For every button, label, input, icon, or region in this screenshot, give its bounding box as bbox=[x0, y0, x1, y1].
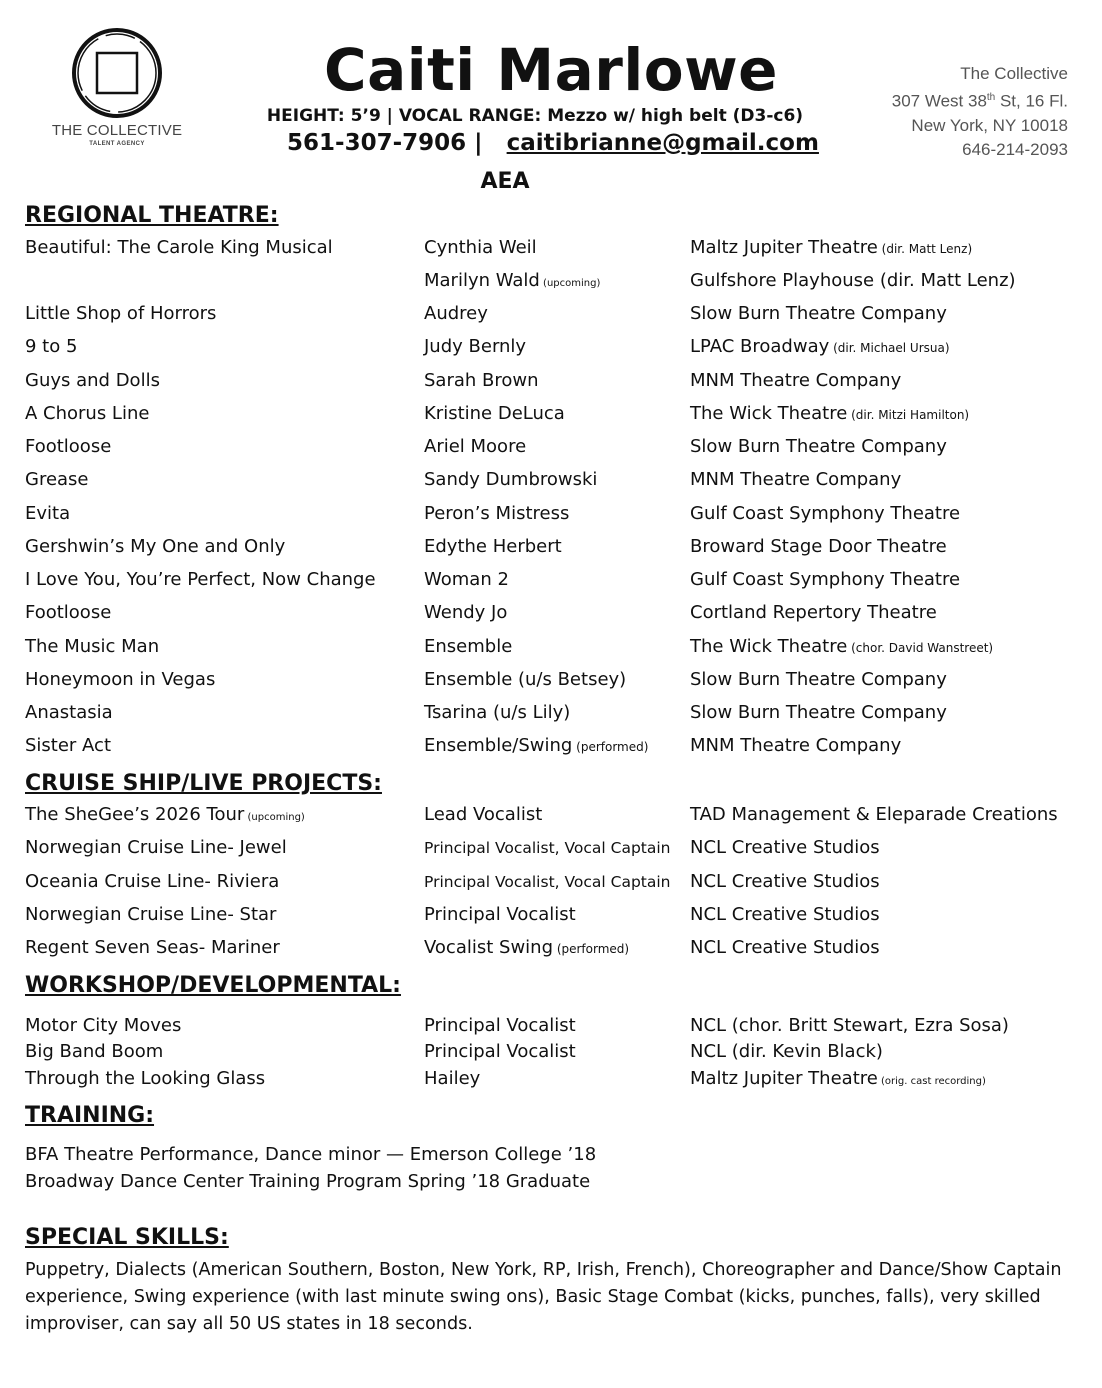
agency-name: The Collective bbox=[960, 64, 1068, 83]
list-item: BFA Theatre Performance, Dance minor — Emerson College ’18 bbox=[25, 1144, 597, 1165]
table-row: Footloose Ariel Moore Slow Burn Theatre Company bbox=[25, 436, 947, 457]
email-link[interactable]: caitibrianne@gmail.com bbox=[506, 130, 819, 156]
special-skills-text: Puppetry, Dialects (American Southern, Boston, New York, RP, Irish, French), Choreographer and Dance/Show Captain experience, Swing experience (with last minute swing ons), Basic Stage Combat (kicks, punches, falls), very skilled improviser, can say all 50 US states in 18 seconds. bbox=[25, 1260, 1062, 1334]
logo-text: THE COLLECTIVE bbox=[51, 122, 183, 139]
table-row: Norwegian Cruise Line- Jewel Principal Vocalist, Vocal Captain NCL Creative Studios bbox=[25, 837, 880, 858]
agency-phone: 646-214-2093 bbox=[962, 139, 1068, 159]
table-row: The SheGee’s 2026 Tour (upcoming) Lead Vocalist TAD Management & Eleparade Creations bbox=[25, 804, 1058, 825]
table-row: Beautiful: The Carole King Musical Cynthia Weil Maltz Jupiter Theatre (dir. Matt Lenz) bbox=[25, 237, 973, 258]
performer-stats: HEIGHT: 5’9 | VOCAL RANGE: Mezzo w/ high belt (D3-c6) bbox=[266, 106, 804, 126]
table-row: Marilyn Wald (upcoming) Gulfshore Playhouse (dir. Matt Lenz) bbox=[424, 270, 1016, 291]
table-row: Oceania Cruise Line- Riviera Principal Vocalist, Vocal Captain NCL Creative Studios bbox=[25, 871, 880, 892]
table-row: Little Shop of Horrors Audrey Slow Burn Theatre Company bbox=[25, 303, 947, 324]
table-row: Gershwin’s My One and Only Edythe Herbert Broward Stage Door Theatre bbox=[25, 536, 947, 557]
table-row: Footloose Wendy Jo Cortland Repertory Theatre bbox=[25, 602, 937, 623]
table-row: Evita Peron’s Mistress Gulf Coast Symphony Theatre bbox=[25, 503, 961, 524]
table-row: Big Band Boom Principal Vocalist NCL (dir. Kevin Black) bbox=[25, 1041, 883, 1062]
agency-street: 307 West 38th St, 16 Fl. bbox=[891, 91, 1068, 111]
regional-theatre-heading: REGIONAL THEATRE: bbox=[25, 203, 279, 228]
table-row: Grease Sandy Dumbrowski MNM Theatre Company bbox=[25, 469, 902, 490]
table-row: The Music Man Ensemble The Wick Theatre (chor. David Wanstreet) bbox=[25, 636, 994, 657]
table-row: Regent Seven Seas- Mariner Vocalist Swing (performed) NCL Creative Studios bbox=[25, 937, 880, 958]
table-row: A Chorus Line Kristine DeLuca The Wick Theatre (dir. Mitzi Hamilton) bbox=[25, 403, 970, 424]
phone-number: 561-307-7906 | bbox=[287, 130, 483, 156]
table-row: I Love You, You’re Perfect, Now Change Woman 2 Gulf Coast Symphony Theatre bbox=[25, 569, 961, 590]
training-heading: TRAINING: bbox=[25, 1103, 155, 1128]
table-row: Sister Act Ensemble/Swing (performed) MNM Theatre Company bbox=[25, 735, 902, 756]
table-row: Through the Looking Glass Hailey Maltz Jupiter Theatre (orig. cast recording) bbox=[25, 1068, 986, 1089]
workshop-heading: WORKSHOP/DEVELOPMENTAL: bbox=[25, 973, 401, 998]
special-skills-heading: SPECIAL SKILLS: bbox=[25, 1225, 229, 1250]
agency-city: New York, NY 10018 bbox=[911, 115, 1068, 135]
table-row: 9 to 5 Judy Bernly LPAC Broadway (dir. Michael Ursua) bbox=[25, 336, 950, 357]
table-row: Guys and Dolls Sarah Brown MNM Theatre Company bbox=[25, 370, 902, 391]
logo-subtext: TALENT AGENCY bbox=[89, 141, 145, 147]
training-list bbox=[25, 1141, 1085, 1195]
table-row: Anastasia Tsarina (u/s Lily) Slow Burn Theatre Company bbox=[25, 702, 947, 723]
list-item: Broadway Dance Center Training Program Spring ’18 Graduate bbox=[25, 1171, 591, 1192]
union-status: AEA bbox=[480, 169, 530, 194]
agency-address-block bbox=[892, 62, 1068, 162]
table-row: Norwegian Cruise Line- Star Principal Vocalist NCL Creative Studios bbox=[25, 904, 880, 925]
cruise-projects-heading: CRUISE SHIP/LIVE PROJECTS: bbox=[25, 771, 382, 796]
table-row: Motor City Moves Principal Vocalist NCL (chor. Britt Stewart, Ezra Sosa) bbox=[25, 1015, 1009, 1036]
table-row: Honeymoon in Vegas Ensemble (u/s Betsey) Slow Burn Theatre Company bbox=[25, 669, 947, 690]
performer-name: Caiti Marlowe bbox=[324, 36, 778, 104]
